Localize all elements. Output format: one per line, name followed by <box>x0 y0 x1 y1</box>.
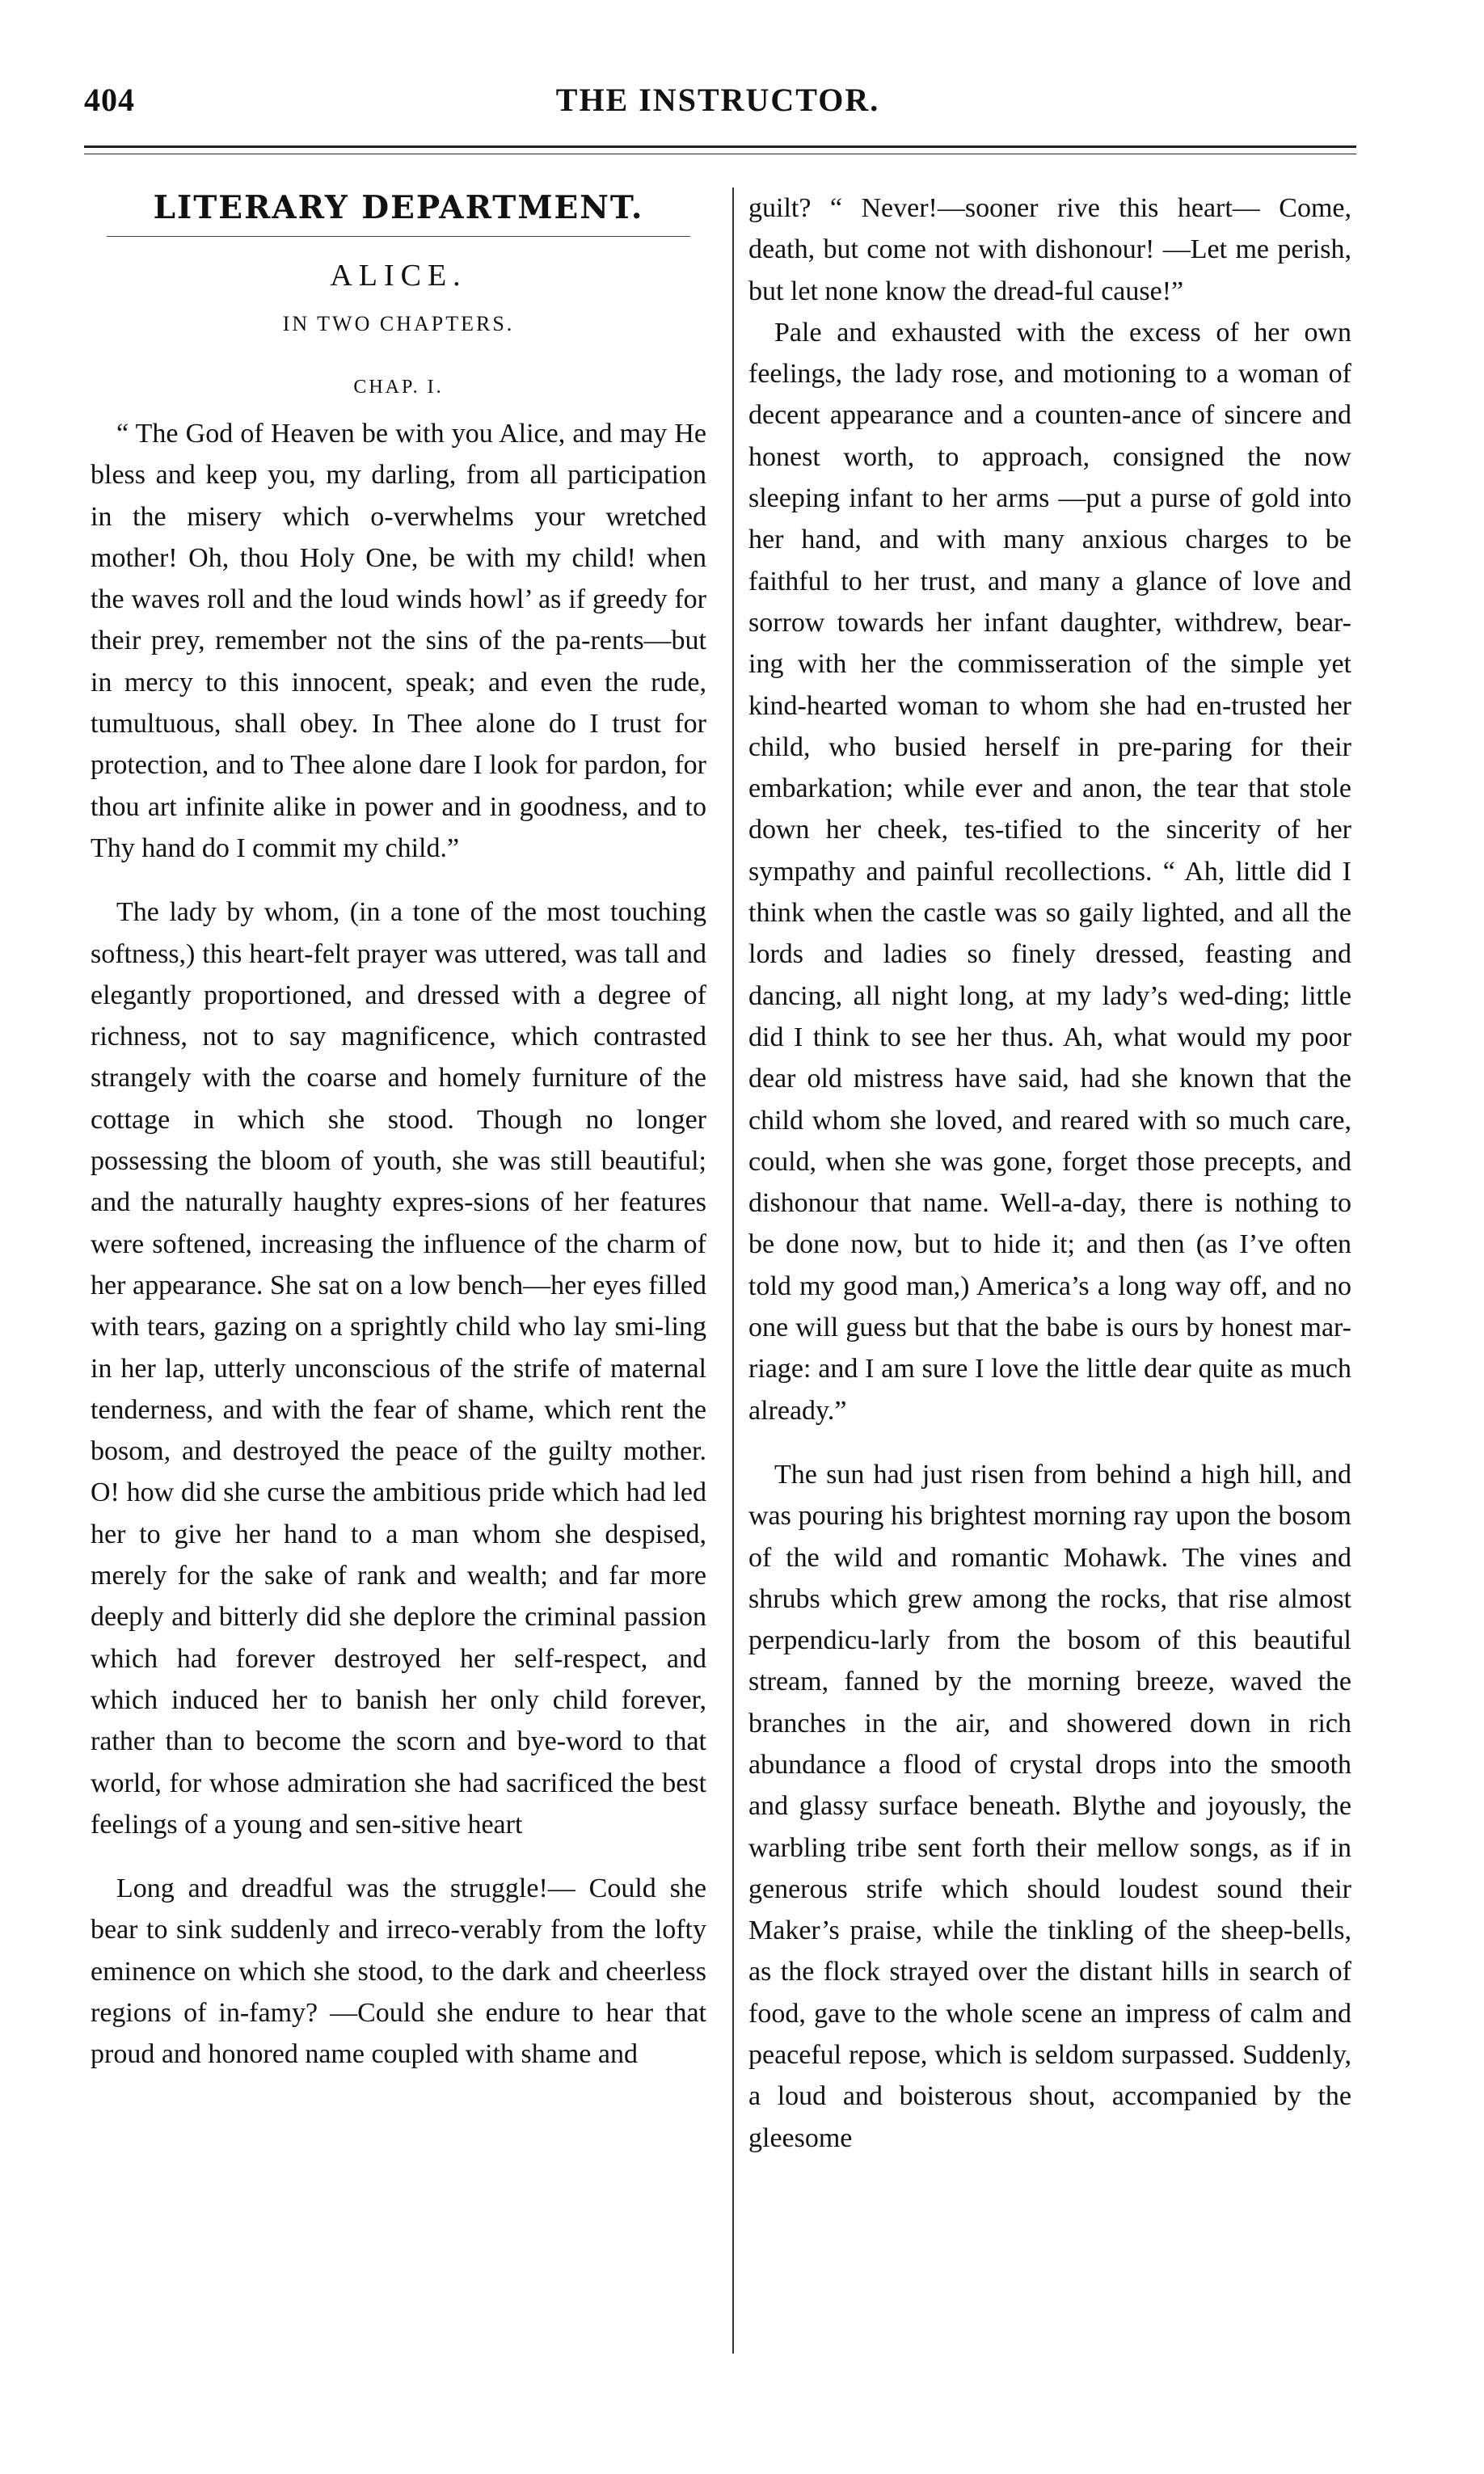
paragraph: Long and dreadful was the struggle!— Could she bear to sink suddenly and irreco-verably from the lofty eminence on which she stood, to the dark and cheerless regions of in-famy? —Could she endure to hear that proud and honored name coupled with shame and <box>91 1873 706 2070</box>
department-heading: LITERARY DEPARTMENT. <box>153 189 644 226</box>
paragraph: “ The God of Heaven be with you Alice, and may He bless and keep you, my darling, from all participation in the misery which o-verwhelms your wretched mother! Oh, thou Holy One, be with my child! when the waves roll and the loud winds howl’ as if greedy for their prey, remember not the sins of the pa-rents—but in mercy to this innocent, speak; and even the rude, tumultuous, shall obey. In Thee alone do I trust for protection, and to Thee alone dare I look for pardon, for thou art infinite alike in power and in goodness, and to Thy hand do I commit my child.” <box>91 419 706 863</box>
paragraph: The lady by whom, (in a tone of the most touching softness,) this heart-felt prayer was uttered, was tall and elegantly proportioned, and dressed with a degree of richness, not to say magnificence, which contrasted strangely with the coarse and homely furniture of the cottage in which she stood. Though no longer possessing the bloom of youth, she was still beautiful; and the naturally haughty expres-sions of her features were softened, increasing the influence of the charm of her appearance. She sat on a low bench—her eyes filled with tears, gazing on a sprightly child who lay smi-ling in her lap, utterly unconscious of the strife of maternal tenderness, and with the fear of shame, which rent the bosom, and destroyed the peace of the guilty mother. O! how did she curse the ambitious pride which had led her to give her hand to a man whom she despised, merely for the sake of rank and wealth; and far more deeply and bitterly did she deplore the criminal passion which had forever destroyed her self-respect, and which induced her to banish her only child forever, rather than to become the scorn and bye-word to that world, for whose admiration she had sacrificed the best feelings of a young and sen-sitive heart <box>91 897 706 1840</box>
department-rule <box>107 236 690 237</box>
paragraph: Pale and exhausted with the excess of her own feelings, the lady rose, and motioning to a woman of decent appearance and a counten-ance of sincere and honest worth, to approach, consigned the now sleeping infant to her arms —put a purse of gold into her hand, and with many anxious charges to be faithful to her trust, and many a glance of love and sorrow towards her infant daughter, withdrew, bear-ing with her the commisseration of the simple yet kind-hearted woman to whom she had en-trusted her child, who busied herself in pre-paring for their embarkation; while ever and anon, the tear that stole down her cheek, tes-tified to the sincerity of her sympathy and painful recollections. “ Ah, little did I think when the castle was so gaily lighted, and all the lords and ladies so finely dressed, feasting and dancing, all night long, at my lady’s wed-ding; little did I think to see her thus. Ah, what would my poor dear old mistress have said, had she known that the child whom she loved, and reared with so much care, could, when she was gone, forget those precepts, and dishonour that name. Well-a-day, there is nothing to be done now, but to hide it; and then (as I’ve often told my good man,) America’s a long way off, and no one will guess but that the babe is ours by honest mar-riage: and I am sure I love the little dear quite as much already.” <box>748 317 1351 1426</box>
chapter-title: CHAP. I. <box>353 377 444 398</box>
column-divider <box>732 188 734 2354</box>
paragraph: The sun had just risen from behind a high hill, and was pouring his brightest morning ray upon the bosom of the wild and romantic Mohawk. The vines and shrubs which grew among the rocks, that rise almost perpendicu-larly from the bosom of this beautiful stream, fanned by the morning breeze, waved the branches in the air, and showered down in rich abundance a flood of crystal drops into the smooth and glassy surface beneath. Blythe and joyously, the warbling tribe sent forth their mellow songs, as if in generous strife which should loudest sound their Maker’s praise, while the tinkling of the sheep-bells, as the flock strayed over the distant hills in search of food, gave to the whole scene an impress of calm and peaceful repose, which is seldom surpassed. Suddenly, a loud and boisterous shout, accompanied by the gleesome <box>748 1459 1351 2153</box>
story-title: ALICE. <box>330 259 467 293</box>
left-column <box>91 188 706 2076</box>
page-number: 404 <box>84 82 135 118</box>
paragraph: guilt? “ Never!—sooner rive this heart— Come, death, but come not with dishonour! —Let me perish, but let none know the dread-ful cause!” <box>748 193 1351 306</box>
running-title: THE INSTRUCTOR. <box>555 82 880 118</box>
story-subtitle: IN TWO CHAPTERS. <box>282 312 515 335</box>
right-column <box>748 188 1351 2159</box>
page-header <box>84 81 1351 137</box>
header-rule <box>84 145 1356 148</box>
